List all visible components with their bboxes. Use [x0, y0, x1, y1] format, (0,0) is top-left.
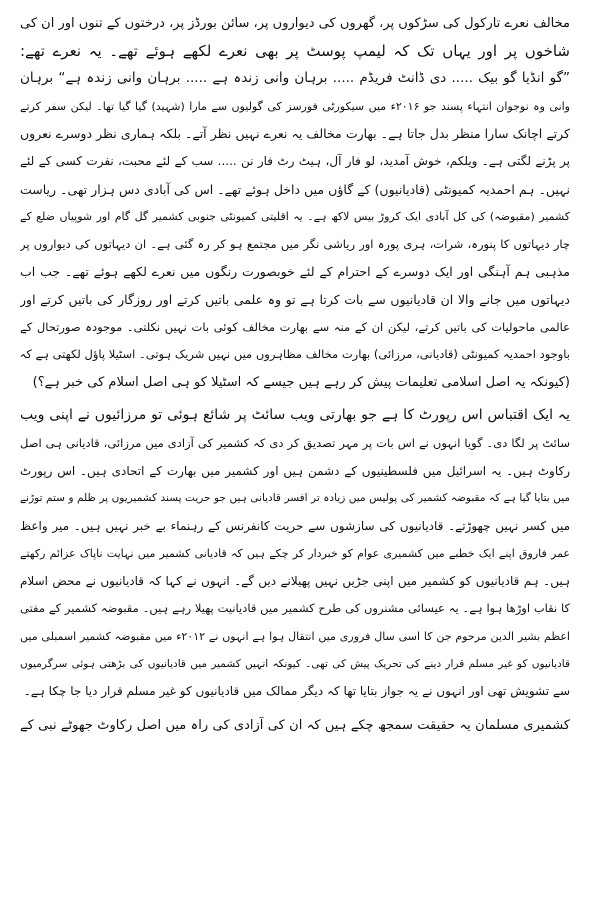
text-line: پر پڑنے لگتی ہے۔ ویلکم، خوش آمدید، لو فار آل، ہیٹ رٹ فار نن ..... سب کے لئے محبت، نفرت کسی کے لئے	[20, 153, 570, 168]
text-line: یہ ایک اقتباس اس رپورٹ کا ہے جو بھارتی ویب سائٹ پر شائع ہوئی تو مرزائیوں نے اپنی ویب	[20, 407, 570, 424]
text-line: ”گو انڈیا گو بیک ..... دی ڈانٹ فریڈم ..... برہان وانی زندہ ہے ..... برہان وانی زندہ ہے“ برہان	[20, 70, 570, 87]
text-line: چار دیہاتوں کا پنورہ، شرات، ہری پورہ اور ریاشی نگر میں مجتمع ہو کر رہ گئی ہے۔ ان دیہاتوں کی دیواروں پر	[20, 236, 570, 251]
text-line: اعظم بشیر الدین مرحوم جن کا اسی سال فروری میں انتقال ہوا ہے انہوں نے ۲۰۱۲ء میں مقبوضہ کشمیر اسمبلی میں	[20, 630, 570, 644]
article-paragraph	[20, 402, 570, 706]
article-paragraph	[20, 10, 570, 396]
text-line: کشمیری مسلمان یہ حقیقت سمجھ چکے ہیں کہ ان کی آزادی کی راہ میں اصل رکاوٹ جھوٹے نبی کے	[20, 717, 570, 733]
text-line: عالمی ماحولیات کی باتیں کرتے، لیکن ان کے منہ سے بھارت مخالف کوئی بات نہیں نکلتی۔ موجودہ صورتحال کے	[20, 319, 570, 334]
text-line: مخالف نعرے تارکول کی سڑکوں پر، گھروں کی دیواروں پر، سائن بورڈز پر، درختوں کے تنوں اور ان کی	[20, 16, 570, 31]
text-line: (کیونکہ یہ اصل اسلامی تعلیمات پیش کر رہے ہیں جیسے کہ اسٹیلا کو ہی اصل اسلام کی خبر ہے؟)	[32, 374, 570, 390]
text-line: شاخوں پر اور یہاں تک کہ لیمپ پوسٹ پر بھی نعرے لکھے ہوئے تھے۔ یہ نعرے تھے:	[20, 41, 570, 60]
text-line: قادیانیوں کو غیر مسلم قرار دینے کی تحریک پیش کی تھی۔ کیونکہ انہیں کشمیر میں قادیانیوں کی بڑھتی ہوئی سرگرمیوں	[20, 657, 570, 670]
text-line: نہیں۔ ہم احمدیہ کمیونٹی (قادیانیوں) کے گاؤں میں داخل ہوئے تھے۔ اس کی آبادی دس ہزار تھی۔ ریاست	[20, 181, 570, 197]
text-line: سے تشویش تھی اور انہوں نے یہ جواز بتایا تھا کہ دیگر ممالک میں قادیانیوں کو غیر مسلم قرار دیا جا چکا ہے۔	[23, 684, 570, 699]
text-line: کشمیر (مقبوضہ) کی کل آبادی ایک کروڑ بیس لاکھ ہے۔ یہ اقلیتی کمیونٹی جنوبی کشمیر گل گام اور شوپیاں ضلع کے	[20, 210, 570, 224]
text-line: مذہبی ہم آہنگی اور ایک دوسرے کے احترام کے لئے خوبصورت رنگوں میں نعرے لکھے ہوئے تھے۔ جب اب	[20, 264, 570, 280]
text-line: دیہاتوں میں جانے والا ان قادیانیوں سے بات کرتا ہے تو وہ علمی باتیں کرتے اور روزگار کی باتیں کرتے اور	[20, 291, 570, 307]
text-line: باوجود احمدیہ کمیونٹی (قادیانی، مرزائی) بھارت مخالف مظاہروں میں نہیں شریک ہوتی۔ اسٹیلا پاؤل لکھتی ہے کہ	[20, 347, 570, 362]
text-line: رکاوٹ ہیں۔ یہ اسرائیل میں فلسطینیوں کے دشمن ہیں اور کشمیر میں بھارت کے اتحادی ہیں۔ اس رپورٹ	[20, 463, 570, 478]
text-line: ہیں۔ ہم قادیانیوں کو کشمیر میں اپنی جڑیں نہیں پھیلانے دیں گے۔ انہوں نے کہا کہ قادیانیوں نے محض اسلام	[20, 573, 570, 588]
text-line: سائٹ پر لگا دی۔ گویا انہوں نے اس بات پر مہر تصدیق کر دی کہ کشمیر کی آزادی میں مرزائی، قادیانی ہی اصل	[20, 435, 570, 450]
text-line: میں کسر نہیں چھوڑتے۔ قادیانیوں کی سازشوں سے حریت کانفرنس کے رہنماء بے خبر نہیں ہیں۔ میر واعظ	[20, 518, 570, 533]
text-line: میں بتایا گیا ہے کہ مقبوضہ کشمیر کی پولیس میں زیادہ تر افسر قادیانی ہیں جو حریت پسند کشمیریوں پر ظلم و ستم توڑنے	[20, 492, 570, 505]
text-line: عمر فاروق اپنے ایک خطبے میں کشمیری عوام کو خبردار کر چکے ہیں کہ قادیانی کشمیر میں نہایت ناپاک عزائم رکھتے	[20, 547, 570, 561]
text-line: کرتے اچانک سارا منظر بدل جاتا ہے۔ بھارت مخالف یہ نعرے نہیں نظر آتے۔ بلکہ ہماری نظر دوسرے نعروں	[20, 126, 570, 142]
text-line: کا نقاب اوڑھا ہوا ہے۔ یہ عیسائی مشنروں کی طرح کشمیر میں قادیانیت پھیلا رہے ہیں۔ مقبوضہ کشمیر کے مفتی	[20, 601, 570, 616]
article-paragraph	[20, 712, 570, 740]
text-line: وانی وہ نوجوان انتہاء پسند جو ۲۰۱۶ء میں سیکورٹی فورسز کی گولیوں سے مارا (شہید) گیا گیا تھا۔ لیکن سفر کرتے	[20, 99, 570, 113]
